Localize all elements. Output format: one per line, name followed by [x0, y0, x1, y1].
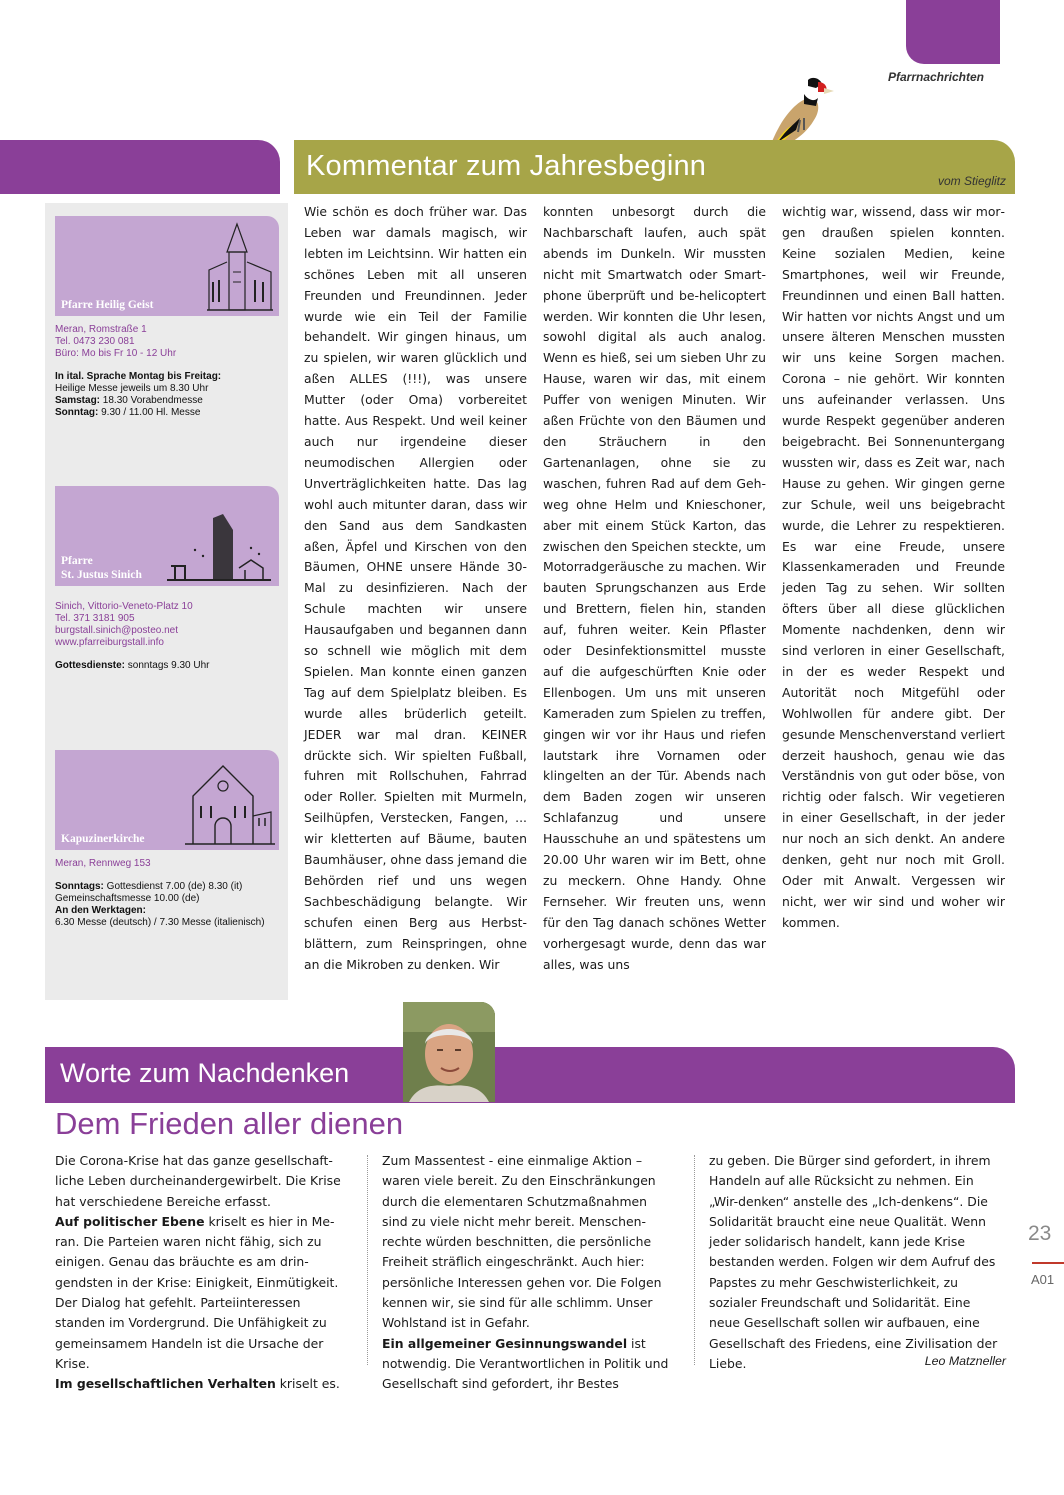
- page-code: A01: [1031, 1272, 1055, 1287]
- parish-address: Meran, Romstraße 1: [55, 324, 147, 335]
- schedule-line: Gottesdienst 7.00 (de) 8.30 (it): [103, 881, 243, 892]
- schedule-label: Samstag:: [55, 395, 101, 406]
- author-portrait: [403, 1002, 495, 1102]
- schedule-line: Gemeinschaftsmesse 10.00 (de): [55, 893, 200, 904]
- parish-sidebar: [45, 203, 288, 1000]
- schedule-line: 6.30 Messe (deutsch) / 7.30 Messe (italienisch): [55, 917, 265, 928]
- sidebar-header-bar: [0, 140, 280, 194]
- column-divider: [694, 1155, 695, 1365]
- worte-banner-title: Worte zum Nachdenken: [60, 1058, 350, 1088]
- schedule-label: Gottesdienste:: [55, 660, 126, 671]
- schedule-label: In ital. Sprache Montag bis Freitag:: [55, 371, 222, 382]
- schedule-line: Heilige Messe jeweils um 8.30 Uhr: [55, 383, 209, 394]
- parish-email-link[interactable]: burgstall.sinich@posteo.net: [55, 625, 178, 636]
- commentary-author: vom Stieglitz: [937, 174, 1006, 188]
- church-sketch-icon: [165, 510, 273, 582]
- column-divider: [367, 1155, 368, 1365]
- schedule-label: Sonntag:: [55, 407, 99, 418]
- parish-info-st-justus: [55, 601, 283, 672]
- commentary-column-1: Wie schön es doch früher war. Das Leben war damals magisch, wir lebten im Leichtsinn. Wir hatten ein schönes Leben mit all unseren Freunden und Freundinnen. Jeder wurde wie ein Teil der Familie behandelt. Wir gingen hinaus, um zu spielen, wir waren glücklich und aßen ALLES (!!!), was unsere Mutter (oder Oma) vorbereitet hatte. Aus Respekt. Und weil keiner auch nur irgendeine dieser neumodischen Allergien oder Unverträglichkeiten hatte. Das lag wohl auch mitunter daran, dass wir den Sand aus dem Sandkasten aßen, Äpfel und Kirschen von den Bäumen, OHNE unsere Hände 30-Mal zu desinfizieren. Nach der Schule machten wir unsere Hausaufgaben und begannen dann so schnell wie möglich mit dem Spielen. Man konnte einen ganzen Tag auf dem Spielplatz bleiben. Es wurde alles brüderlich geteilt. JEDER war mal dran. KEINER drückte sich. Wir spielten Fußball, fuhren mit Rollschuhen, Fahrrad oder Roller. Spielten mit Murmeln, Seilhüpfen, Verstecken, Fangen, ... wir kletterten auf Bäume, bauten Baumhäuser, ohne dass jemand die Behörden rief und uns wegen Sachbeschädigung belangte. Wir schufen einen Berg aus Herbstblättern, zum Reinspringen, ohne an die Mikroben zu denken. Wir: [304, 204, 527, 972]
- worte-column-1: [55, 1151, 349, 1395]
- paragraph: ist notwendig. Die Verantwortlichen in Politik und Gesellschaft sind gefordert, ihr Bestes: [382, 1335, 669, 1392]
- paragraph: Zum Massentest - eine einmalige Aktion – waren viele bereit. Zu den Einschränkungen durch die elementaren Schutzmaßnahmen sind zu viele nicht mehr bereit. Menschenrechte würden beschnitten, die persönliche Freiheit sträflich eingeschränkt. Auch hier: persönliche Interessen gehen vor. Die Folgen kennen wir, sie sind für alle schlimm. Unser Wohlstand ist in Gefahr.: [382, 1153, 662, 1331]
- commentary-title: Kommentar zum Jahresbeginn: [306, 150, 707, 182]
- page-number-rule: [1032, 1262, 1064, 1264]
- worte-column-2: [382, 1151, 676, 1395]
- commentary-column-3: wichtig war, wissend, dass wir morgen draußen spielen konnten. Keine sozialen Medien, keine Smartphones, weil wir Freunde, Freundinnen und einen Ball hatten. Wir hatten vor nichts Angst und um unsere älteren Menschen mussten wir uns keine Sorgen machen. Corona – nie gehört. Wir konnten uns aufeinander verlassen. Uns wurde Respekt gegenüber anderen beigebracht. Bei Sonnenuntergang wussten wir, dass es Zeit war, nach Hause zu gehen. Wir gingen gerne zur Schule, weil uns beigebracht wurde, die Lehrer zu respektieren. Es war eine Freude, unsere Klassenkameraden und Freunde jeden Tag zu sehen. Wir sollten öfters über all diese glücklichen Momente nachdenken, denn wir sind verloren in einer Gesellschaft, in der es weder Respekt und Autorität noch Mitgefühl oder Wohlwollen für andere gibt. Der gesunde Menschenverstand verliert derzeit haushoch, genau wie das Verständnis von gut oder böse, von richtig oder falsch. Wir vegetieren in einer Gesellschaft, in der jeder nur noch an sich denkt. An andere denken, geht nur noch mit Groll. Oder mit Anwalt. Vergessen wir nicht, wer wir sind und woher wir kommen.: [782, 204, 1005, 930]
- bold-lead: Auf politischer Ebene: [55, 1213, 205, 1229]
- bold-lead: Ein allgemeiner Gesinnungswandel: [382, 1335, 628, 1351]
- page-number: 23: [1028, 1222, 1052, 1245]
- schedule-line: sonntags 9.30 Uhr: [125, 660, 210, 671]
- portrait-image: [403, 1002, 495, 1102]
- parish-card-heilig-geist: [55, 216, 279, 316]
- parish-address: Sinich, Vittorio-Veneto-Platz 10: [55, 601, 193, 612]
- worte-column-3: [709, 1151, 1005, 1374]
- parish-info-kapuziner: [55, 858, 283, 929]
- paragraph: kriselt es.: [275, 1376, 340, 1392]
- paragraph: zu geben. Die Bürger sind gefordert, in ihrem Handeln auf alle Rücksicht zu nehmen. Ein „Wir-denken“ anstelle des „Ich-denkens“. Die Solidarität braucht eine neue Qualität. Wenn jeder solidarisch handelt, kann jede Krise bestanden werden. Folgen wir dem Aufruf des Papstes zu mehr Geschwisterlichkeit, zu sozialer Freundschaft und Solidarität. Eine neue Gesellschaft sollen wir aufbauen, eine Gesellschaft des Friedens, eine Zivilisation der Liebe.: [709, 1153, 998, 1371]
- section-tab: [906, 0, 1000, 64]
- parish-office-hours: Büro: Mo bis Fr 10 - 12 Uhr: [55, 348, 177, 359]
- parish-name: Kapuzinerkirche: [61, 833, 145, 845]
- parish-card-kapuziner: [55, 750, 279, 850]
- schedule-line: 9.30 / 11.00 Hl. Messe: [98, 407, 201, 418]
- commentary-column-2: konnten unbesorgt durch die Nachbarschaft laufen, auch spät abends im Dunkeln. Wir mussten nicht mit Smartwatch oder Smartphone überprüft und be-helicoptert werden. Wir konnten die Uhr lesen, sowohl digital als auch analog. Wenn es hieß, sei um sieben Uhr zu Hause, waren wir das, mit einem Puffer von wenigen Minuten. Wir aßen Früchte von den Bäumen und den Sträuchern in den Gartenanlagen, ohne sie zu waschen, fuhren Rad auf dem Gehweg ohne Helm und Knieschoner, aber mit einem Stück Karton, das zwischen den Speichen steckte, um Motorradgeräusche zu machen. Wir bauten Sprungschanzen aus Erde und Brettern, fielen hin, standen auf, fuhren weiter. Kein Pflaster oder Desinfektionsmittel musste auf die aufgeschürften Knie oder Ellenbogen. Um uns mit unseren Kameraden zum Spielen zu treffen, gingen wir vor ihr Haus und riefen lautstark ihre Vornamen oder klingelten an der Tür. Abends nach dem Baden zogen wir unseren Schlafanzug und unsere Hausschuhe an und spätestens um 20.00 Uhr waren wir im Bett, ohne zu meckern. Ohne Handy. Ohne Fernseher. Wir freuten uns, wenn für den Tag danach schönes Wetter vorhergesagt wurde, denn das war alles, was uns: [543, 204, 766, 972]
- parish-name: Pfarre Heilig Geist: [61, 299, 154, 311]
- parish-phone: Tel. 371 3181 905: [55, 613, 135, 624]
- church-sketch-icon: [205, 222, 275, 314]
- parish-website-link[interactable]: www.pfarreiburgstall.info: [55, 637, 164, 648]
- parish-address: Meran, Rennweg 153: [55, 858, 151, 869]
- parish-name: Pfarre St. Justus Sinich: [61, 555, 142, 581]
- schedule-label: An den Werktagen:: [55, 905, 146, 916]
- article-title: Dem Frieden aller dienen: [55, 1106, 404, 1141]
- article-author: Leo Matzneller: [924, 1354, 1006, 1368]
- schedule-label: Sonntags:: [55, 881, 104, 892]
- paragraph: Die Corona-Krise hat das ganze gesellschaftliche Leben durcheinandergewirbelt. Die Krise hat verschiedene Bereiche erfasst.: [55, 1153, 341, 1209]
- parish-info-heilig-geist: [55, 324, 283, 419]
- schedule-line: 18.30 Vorabendmesse: [100, 395, 203, 406]
- paragraph: kriselt es hier in Meran. Die Parteien waren nicht fähig, sich zu einigen. Genau das bräuchte es am dringendsten in der Krise: Einigkeit, Einmütigkeit. Der Dialog hat gefehlt. Parteiinteressen standen im Vordergrund. Die Unfähigkeit zu gemeinsamem Handeln ist die Ursache der Krise.: [55, 1213, 339, 1371]
- parish-card-st-justus: [55, 486, 279, 586]
- church-sketch-icon: [183, 756, 275, 848]
- parish-phone: Tel. 0473 230 081: [55, 336, 135, 347]
- section-label: Pfarrnachrichten: [887, 70, 984, 84]
- bold-lead: Im gesellschaftlichen Verhalten: [55, 1376, 276, 1392]
